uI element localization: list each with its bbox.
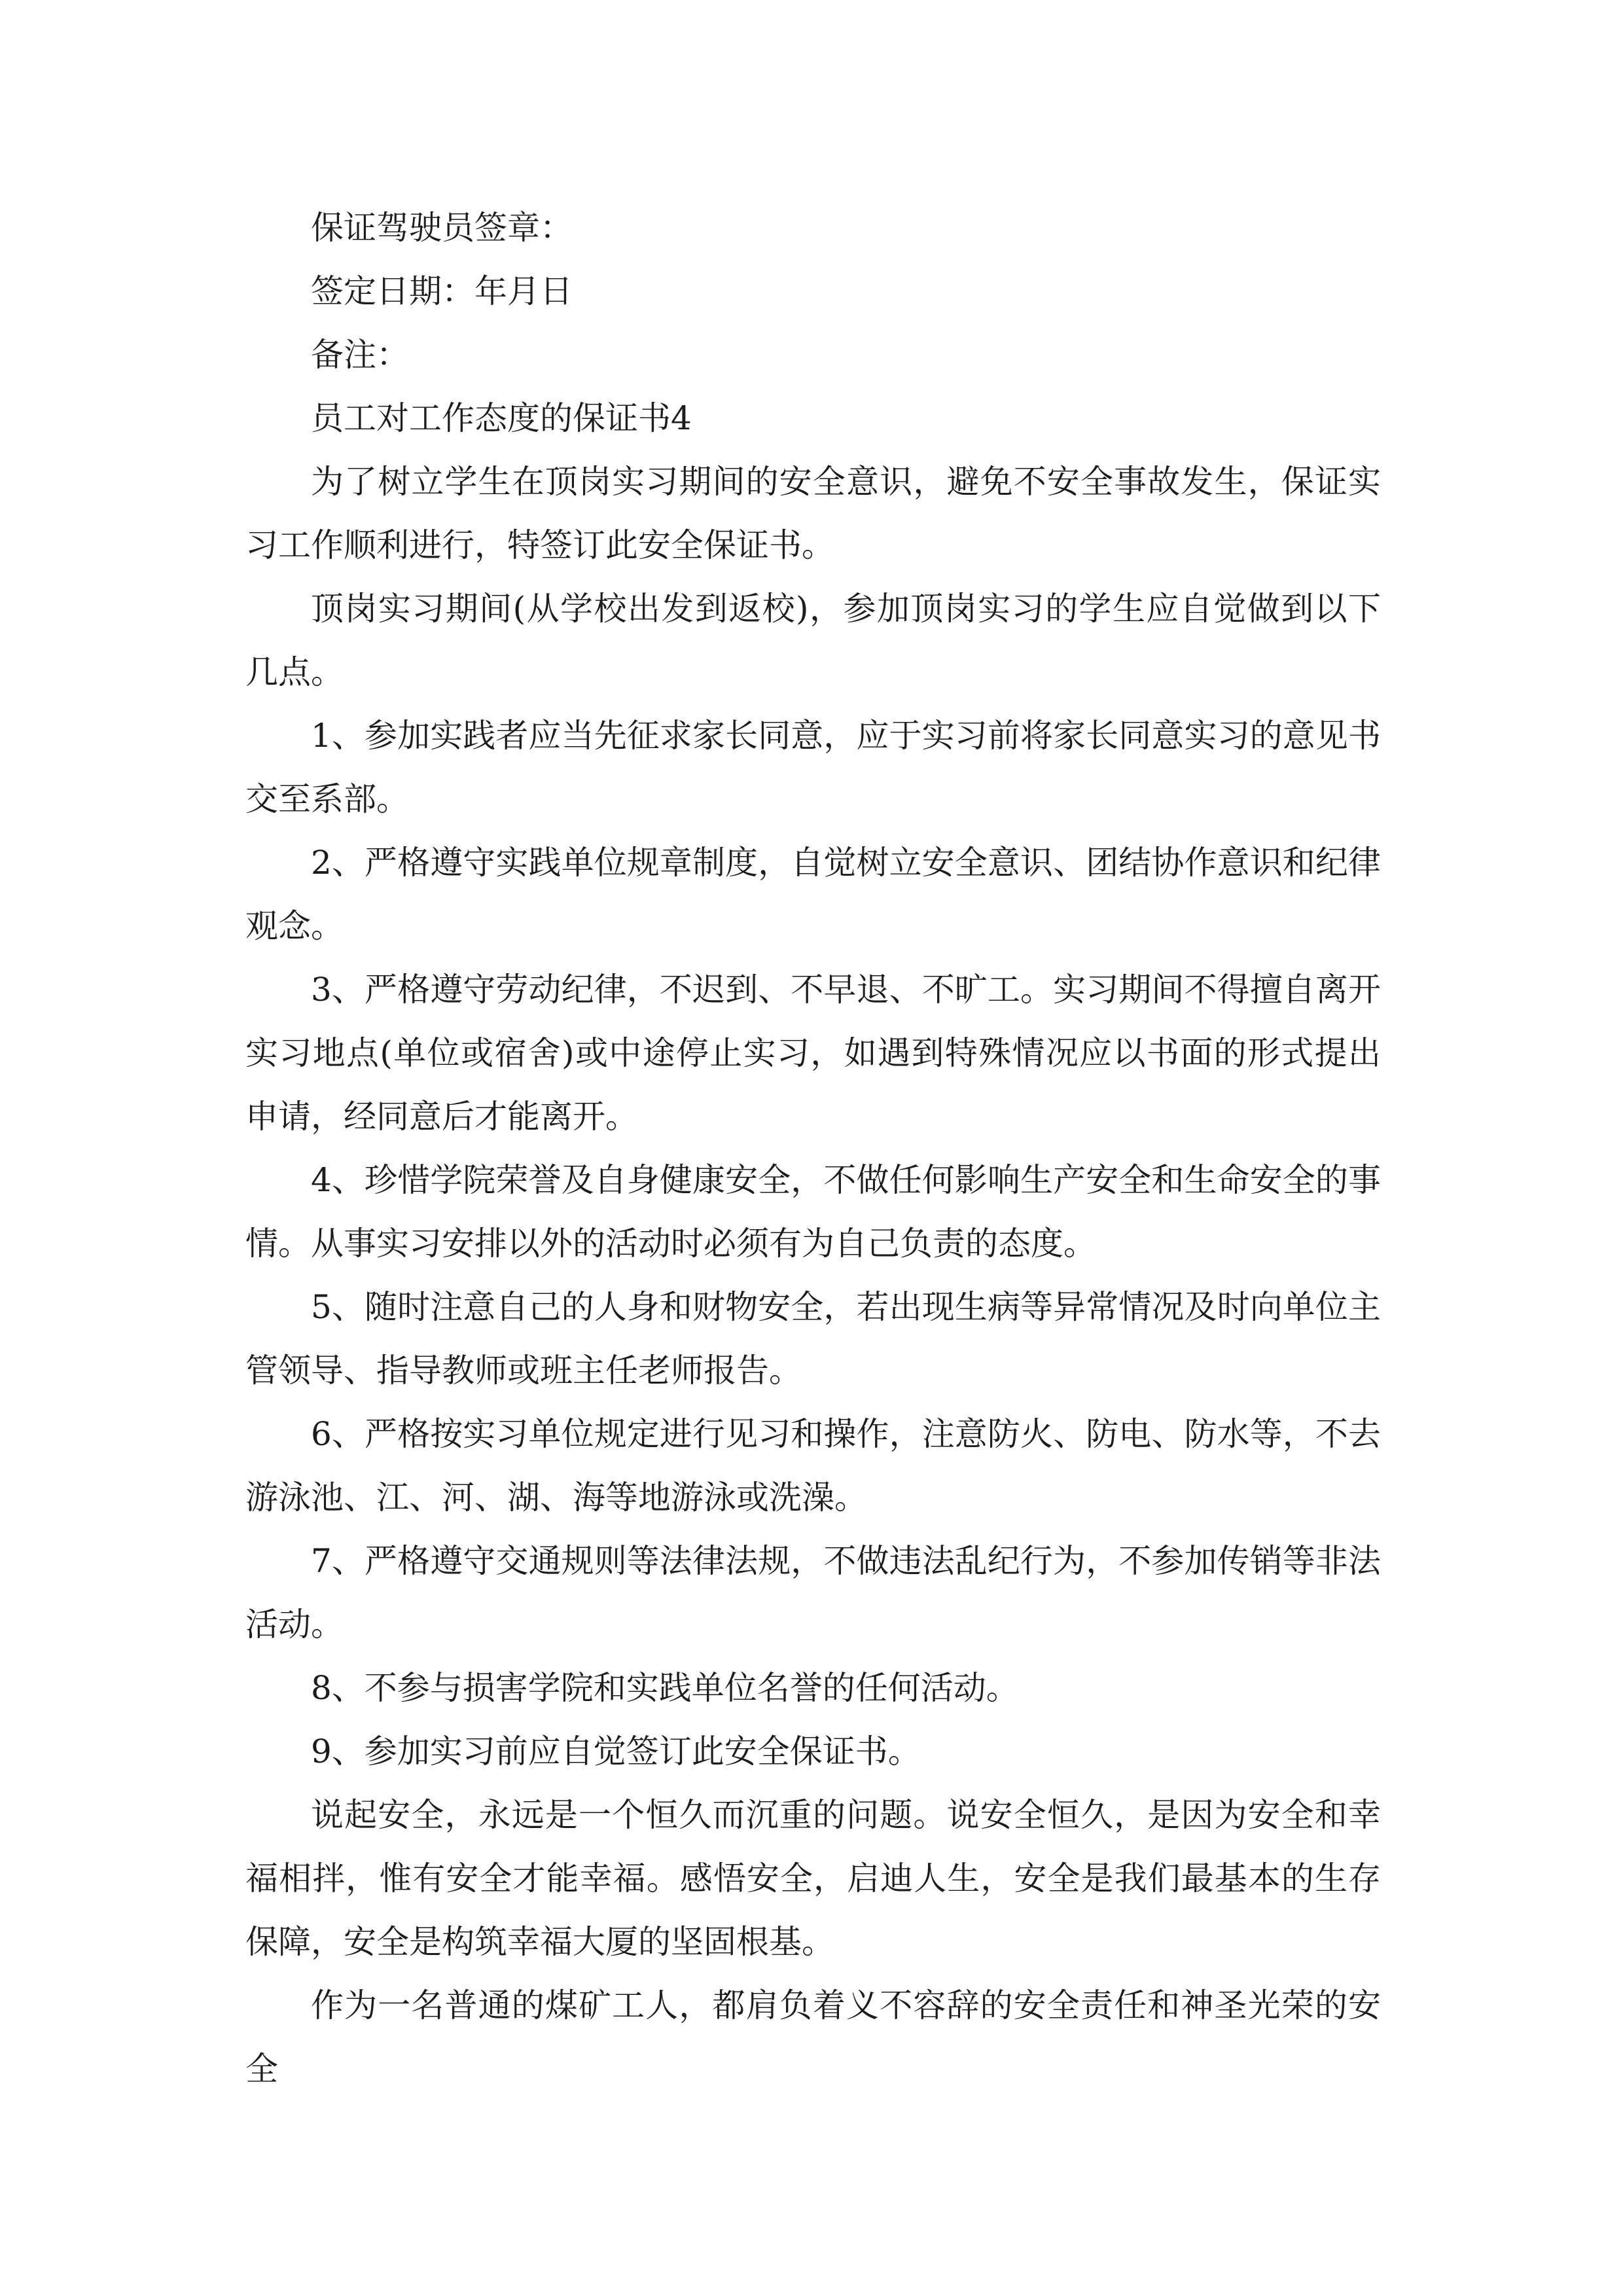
section-heading: 员工对工作态度的保证书4 [311, 399, 692, 437]
document-body [245, 196, 1381, 2101]
list-item: 1、参加实践者应当先征求家长同意，应于实习前将家长同意实习的意见书交至系部。 [245, 717, 1381, 818]
list-item: 2、严格遵守实践单位规章制度，自觉树立安全意识、团结协作意识和纪律观念。 [245, 844, 1381, 945]
list-item: 3、严格遵守劳动纪律，不迟到、不早退、不旷工。实习期间不得擅自离开实习地点(单位或宿舍)或中途停止实习，如遇到特殊情况应以书面的形式提出申请，经同意后才能离开。 [245, 971, 1381, 1136]
list-item: 4、珍惜学院荣誉及自身健康安全，不做任何影响生产安全和生命安全的事情。从事实习安排以外的活动时必须有为自己负责的态度。 [245, 1161, 1381, 1263]
paragraph-driver-signature: 保证驾驶员签章： [311, 209, 573, 247]
paragraph: 说起安全，永远是一个恒久而沉重的问题。说安全恒久，是因为安全和幸福相拌，惟有安全才能幸福。感悟安全，启迪人生，安全是我们最基本的生存保障，安全是构筑幸福大厦的坚固根基。 [245, 1796, 1381, 1961]
paragraph: 为了树立学生在顶岗实习期间的安全意识，避免不安全事故发生，保证实习工作顺利进行，特签订此安全保证书。 [245, 463, 1381, 564]
paragraph: 顶岗实习期间(从学校出发到返校)，参加顶岗实习的学生应自觉做到以下几点。 [245, 590, 1381, 691]
list-item: 8、不参与损害学院和实践单位名誉的任何活动。 [311, 1669, 1019, 1707]
list-item: 7、严格遵守交通规则等法律法规，不做违法乱纪行为，不参加传销等非法活动。 [245, 1542, 1381, 1643]
list-item: 9、参加实习前应自觉签订此安全保证书。 [311, 1732, 921, 1770]
paragraph-sign-date: 签定日期：年月日 [311, 272, 573, 310]
paragraph-remarks: 备注： [311, 336, 409, 374]
list-item: 6、严格按实习单位规定进行见习和操作，注意防火、防电、防水等，不去游泳池、江、河、湖、海等地游泳或洗澡。 [245, 1415, 1381, 1516]
list-item: 5、随时注意自己的人身和财物安全，若出现生病等异常情况及时向单位主管领导、指导教师或班主任老师报告。 [245, 1288, 1381, 1390]
paragraph: 作为一名普通的煤矿工人，都肩负着义不容辞的安全责任和神圣光荣的安全 [245, 1986, 1381, 2088]
